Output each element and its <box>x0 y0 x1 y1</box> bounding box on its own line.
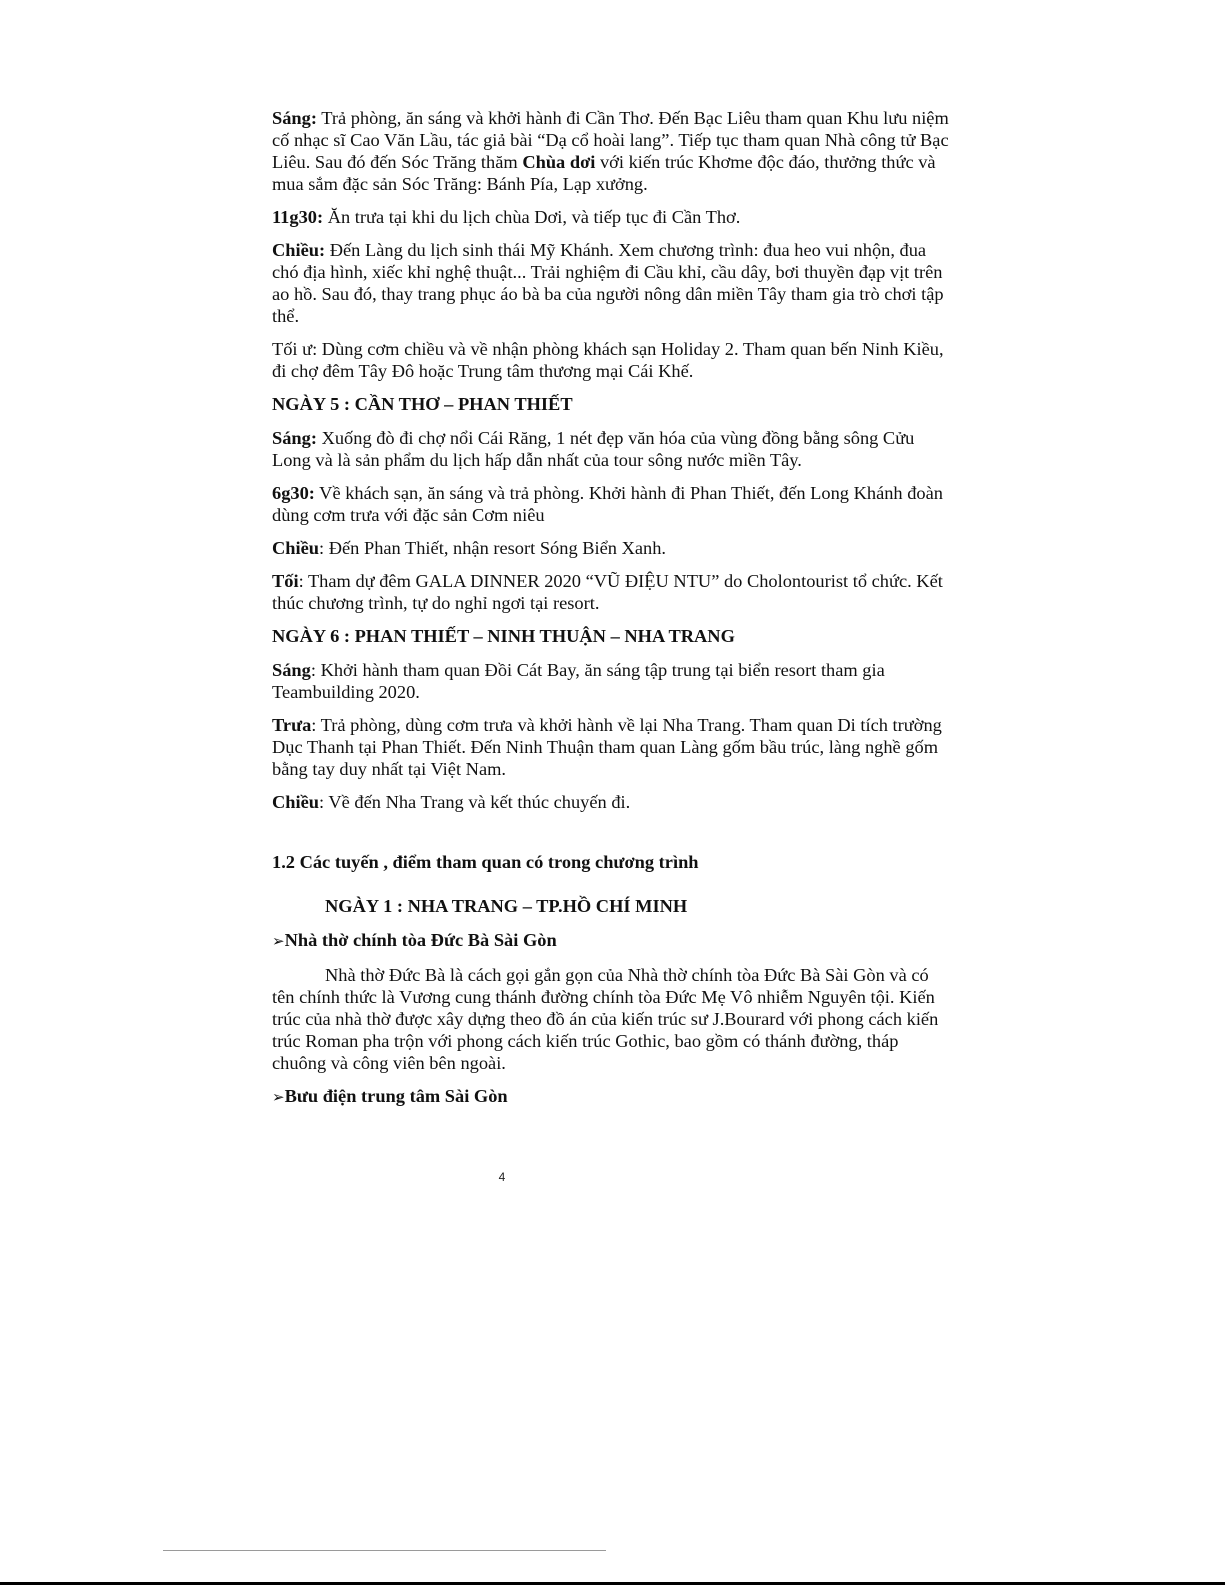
section-1-2-heading: 1.2 Các tuyến , điểm tham quan có trong chương trình <box>272 852 699 872</box>
paragraph-11g30 <box>272 206 952 228</box>
bullet-text: Nhà thờ chính tòa Đức Bà Sài Gòn <box>284 930 557 950</box>
paragraph-sang-day4 <box>272 107 952 195</box>
lead-label: Chiều: <box>272 240 326 260</box>
page-number: 4 <box>498 1170 506 1184</box>
lead-label: Sáng <box>272 660 311 680</box>
day6-heading: NGÀY 6 : PHAN THIẾT – NINH THUẬN – NHA TRANG <box>272 626 735 646</box>
lead-label: 11g30: <box>272 207 324 227</box>
paragraph-chieu-day6 <box>272 791 952 813</box>
paragraph-text: : Trả phòng, dùng cơm trưa và khởi hành về lại Nha Trang. Tham quan Di tích trường Dục Thanh tại Phan Thiết. Đến Ninh Thuận tham quan Làng gốm bầu trúc, làng nghề gốm bằng tay duy nhất tại Việt Nam. <box>272 715 942 779</box>
bold-inline: Chùa dơi <box>522 152 596 172</box>
paragraph-text: : Khởi hành tham quan Đồi Cát Bay, ăn sáng tập trung tại biển resort tham gia Teambuilding 2020. <box>272 660 885 702</box>
day1-heading: NGÀY 1 : NHA TRANG – TP.HỒ CHÍ MINH <box>325 896 688 916</box>
page-body <box>272 107 952 1120</box>
paragraph-text: Xuống đò đi chợ nổi Cái Răng, 1 nét đẹp văn hóa của vùng đồng bằng sông Cửu Long và là sản phẩm du lịch hấp dẫn nhất của tour sông nước miền Tây. <box>272 428 915 470</box>
day5-heading: NGÀY 5 : CẦN THƠ – PHAN THIẾT <box>272 394 573 414</box>
paragraph-text: Ăn trưa tại khi du lịch chùa Dơi, và tiếp tục đi Cần Thơ. <box>323 207 741 227</box>
bullet-notre-dame <box>272 929 952 952</box>
arrow-bullet-icon: ➢ <box>272 932 285 950</box>
bullet-text: Bưu điện trung tâm Sài Gòn <box>284 1086 508 1106</box>
paragraph-notre-dame: Nhà thờ Đức Bà là cách gọi gắn gọn của Nhà thờ chính tòa Đức Bà Sài Gòn và có tên chính thức là Vương cung thánh đường chính tòa Đức Mẹ Vô nhiễm Nguyên tội. Kiến trúc của nhà thờ được xây dựng theo đồ án của kiến trúc sư J.Bourard với phong cách kiến trúc Roman pha trộn với phong cách kiến trúc Gothic, bao gồm có thánh đường, tháp chuông và công viên bên ngoài. <box>272 965 939 1073</box>
paragraph-toi-day5 <box>272 570 952 614</box>
lead-label: Tối <box>272 571 299 591</box>
paragraph-chieu-day5 <box>272 537 952 559</box>
lead-label: Sáng: <box>272 428 317 448</box>
paragraph-text: : Tham dự đêm GALA DINNER 2020 “VŨ ĐIỆU NTU” do Cholontourist tổ chức. Kết thúc chương trình, tự do nghỉ ngơi tại resort. <box>272 571 943 613</box>
paragraph-text: : Đến Phan Thiết, nhận resort Sóng Biển Xanh. <box>319 538 667 558</box>
lead-label: 6g30: <box>272 483 315 503</box>
paragraph-text: Trả phòng, ăn sáng và khởi hành đi Cần Thơ. Đến Bạc Liêu tham quan Khu lưu niệm cố nhạc sĩ Cao Văn Lầu, tác giả bài “Dạ cổ hoài lang”. Tiếp tục tham quan Nhà công tử Bạc Liêu. Sau đó đến Sóc Trăng thăm <box>272 108 949 172</box>
paragraph-text: với kiến trúc Khơme độc đáo, thưởng thức và mua sắm đặc sản Sóc Trăng: Bánh Pía, Lạp xưởng. <box>272 152 936 194</box>
paragraph-text: : Về đến Nha Trang và kết thúc chuyến đi. <box>319 792 631 812</box>
paragraph-toi-day4: Tối ư: Dùng cơm chiều và về nhận phòng khách sạn Holiday 2. Tham quan bến Ninh Kiều, đi chợ đêm Tây Đô hoặc Trung tâm thương mại Cái Khế. <box>272 339 944 381</box>
lead-label: Trưa <box>272 715 312 735</box>
paragraph-sang-day5 <box>272 427 952 471</box>
paragraph-trua-day6 <box>272 714 952 780</box>
footnote-divider <box>163 1550 606 1551</box>
paragraph-text: Đến Làng du lịch sinh thái Mỹ Khánh. Xem chương trình: đua heo vui nhộn, đua chó địa hình, xiếc khỉ nghệ thuật... Trải nghiệm đi Cầu khỉ, cầu dây, bơi thuyền đạp vịt trên ao hồ. Sau đó, thay trang phục áo bà ba của người nông dân miền Tây tham gia trò chơi tập thể. <box>272 240 944 326</box>
paragraph-text: Về khách sạn, ăn sáng và trả phòng. Khởi hành đi Phan Thiết, đến Long Khánh đoàn dùng cơm trưa với đặc sản Cơm niêu <box>272 483 943 525</box>
arrow-bullet-icon: ➢ <box>272 1088 285 1106</box>
lead-label: Sáng: <box>272 108 317 128</box>
bullet-post-office <box>272 1085 952 1108</box>
lead-label: Chiều <box>272 538 320 558</box>
lead-label: Chiều <box>272 792 320 812</box>
paragraph-chieu-day4 <box>272 239 952 327</box>
paragraph-6g30 <box>272 482 952 526</box>
paragraph-sang-day6 <box>272 659 952 703</box>
